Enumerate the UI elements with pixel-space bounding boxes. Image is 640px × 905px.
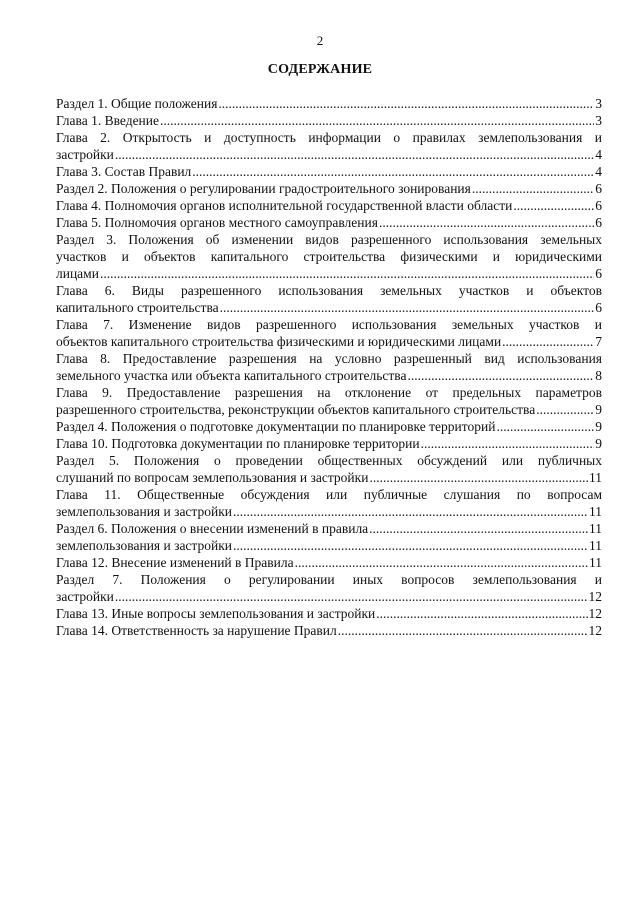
toc-entry <box>56 316 602 350</box>
toc-entry-text: Глава 10. Подготовка документации по планировке территории <box>56 436 420 451</box>
page-number: 2 <box>316 33 324 48</box>
toc-entry <box>56 554 602 571</box>
dot-leader <box>513 197 594 214</box>
dot-leader <box>295 554 588 571</box>
toc-entry-text: капитального строительства <box>56 300 219 315</box>
toc-entry <box>56 282 602 316</box>
toc-page-number: 3 <box>595 113 602 128</box>
toc-entry-text: землепользования и застройки <box>56 504 233 519</box>
toc-entry <box>56 214 602 231</box>
toc-page-number: 3 <box>595 96 602 111</box>
toc-page-number: 12 <box>588 606 602 621</box>
toc-entry-text: участков и объектов капитального строительства физическими и юридическими <box>56 249 602 264</box>
dot-leader <box>496 418 594 435</box>
dot-leader <box>218 95 594 112</box>
toc-entry-text: Глава 12. Внесение изменений в Правила <box>56 555 294 570</box>
toc-entry-text: Глава 13. Иные вопросы землепользования и застройки <box>56 606 376 621</box>
toc-entry-text: Глава 4. Полномочия органов исполнительной государственной власти области <box>56 198 513 213</box>
toc-page-number: 9 <box>595 436 602 451</box>
toc-page-number: 11 <box>589 504 602 519</box>
toc-entry <box>56 350 602 384</box>
toc-entry-text: Раздел 4. Положения о подготовке документации по планировке территорий <box>56 419 496 434</box>
toc-entry <box>56 537 602 554</box>
toc-entry-text: Глава 1. Введение <box>56 113 159 128</box>
toc-entry <box>56 435 602 452</box>
toc-entry <box>56 452 602 486</box>
toc-entry-text: застройки <box>56 589 114 604</box>
toc-entry-text: Раздел 5. Положения о проведении общественных обсуждений или публичных <box>56 453 602 468</box>
dot-leader <box>379 214 594 231</box>
toc-entry-text: Раздел 2. Положения о регулировании градостроительного зонирования <box>56 181 471 196</box>
dot-leader <box>160 112 594 129</box>
toc-page-number: 11 <box>589 521 602 536</box>
dot-leader <box>220 299 595 316</box>
dot-leader <box>376 605 587 622</box>
toc-entry-text: лицами <box>56 266 99 281</box>
toc-entry <box>56 163 602 180</box>
dot-leader <box>421 435 595 452</box>
toc-entry <box>56 418 602 435</box>
dot-leader <box>369 520 588 537</box>
toc-page-number: 6 <box>595 181 602 196</box>
toc-entry-text: Раздел 7. Положения о регулировании иных вопросов землепользования и <box>56 572 602 587</box>
dot-leader <box>536 401 594 418</box>
toc-entry-text: Глава 5. Полномочия органов местного самоуправления <box>56 215 378 230</box>
toc-page-number: 4 <box>595 164 602 179</box>
toc-entry-text: Раздел 3. Положения об изменении видов разрешенного использования земельных <box>56 232 602 247</box>
toc-page-number: 9 <box>595 419 602 434</box>
toc-page-number: 9 <box>595 402 602 417</box>
toc-entry <box>56 605 602 622</box>
toc-entry-text: разрешенного строительства, реконструкции объектов капитального строительства <box>56 402 536 417</box>
toc-page-number: 12 <box>588 623 602 638</box>
toc-entry <box>56 231 602 282</box>
toc-page-number: 4 <box>595 147 602 162</box>
dot-leader <box>233 503 588 520</box>
toc-entry-text: Глава 8. Предоставление разрешения на условно разрешенный вид использования <box>56 351 602 366</box>
dot-leader <box>338 622 588 639</box>
toc-entry-text: Глава 14. Ответственность за нарушение Правил <box>56 623 337 638</box>
dot-leader <box>115 146 594 163</box>
toc-page-number: 6 <box>595 215 602 230</box>
page-title: СОДЕРЖАНИЕ <box>267 62 373 77</box>
toc-entry-text: Глава 6. Виды разрешенного использования земельных участков и объектов <box>56 283 602 298</box>
toc-page-number: 7 <box>595 334 602 349</box>
toc-entry <box>56 95 602 112</box>
dot-leader <box>502 333 594 350</box>
toc-entry <box>56 112 602 129</box>
toc-entry-text: объектов капитального строительства физическими и юридическими лицами <box>56 334 502 349</box>
toc-entry-text: Глава 3. Состав Правил <box>56 164 192 179</box>
dot-leader <box>407 367 594 384</box>
toc-entry-text: Глава 2. Открытость и доступность информации о правилах землепользования и <box>56 130 602 145</box>
toc-entry <box>56 197 602 214</box>
toc-entry <box>56 180 602 197</box>
toc-entry <box>56 129 602 163</box>
dot-leader <box>115 588 588 605</box>
toc-entry <box>56 486 602 520</box>
toc-page-number: 6 <box>595 266 602 281</box>
toc-entry-text: Глава 11. Общественные обсуждения или публичные слушания по вопросам <box>56 487 602 502</box>
toc-page-number: 11 <box>589 538 602 553</box>
toc-entry-text: застройки <box>56 147 114 162</box>
toc-entry-text: земельного участка или объекта капитального строительства <box>56 368 407 383</box>
toc-page-number: 11 <box>589 470 602 485</box>
toc-entry-text: землепользования и застройки <box>56 538 233 553</box>
table-of-contents <box>56 95 602 639</box>
toc-page-number: 6 <box>595 198 602 213</box>
toc-entry-text: слушаний по вопросам землепользования и застройки <box>56 470 369 485</box>
toc-page-number: 11 <box>589 555 602 570</box>
toc-entry-text: Глава 7. Изменение видов разрешенного использования земельных участков и <box>56 317 602 332</box>
toc-page-number: 8 <box>595 368 602 383</box>
toc-entry <box>56 622 602 639</box>
toc-entry <box>56 520 602 537</box>
dot-leader <box>192 163 594 180</box>
dot-leader <box>472 180 594 197</box>
dot-leader <box>100 265 594 282</box>
toc-entry <box>56 571 602 605</box>
toc-entry-text: Раздел 1. Общие положения <box>56 96 218 111</box>
dot-leader <box>233 537 588 554</box>
toc-page-number: 6 <box>595 300 602 315</box>
toc-entry-text: Раздел 6. Положения о внесении изменений в правила <box>56 521 369 536</box>
dot-leader <box>369 469 588 486</box>
toc-page-number: 12 <box>588 589 602 604</box>
toc-entry-text: Глава 9. Предоставление разрешения на отклонение от предельных параметров <box>56 385 602 400</box>
toc-entry <box>56 384 602 418</box>
